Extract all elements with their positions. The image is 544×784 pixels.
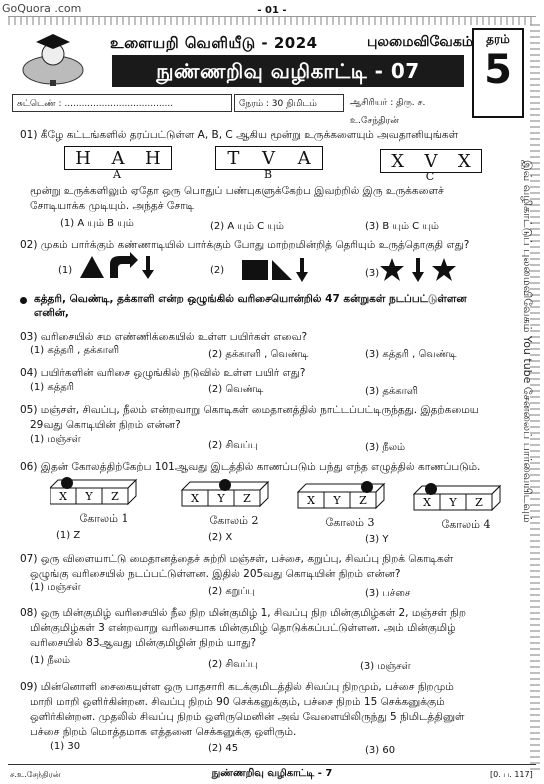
q7-text-2: ஒழுங்கு வரிசையில் நடப்பட்டுள்ளன. இதில் 205வது கொடியின் நிறம் என்ன? <box>30 568 401 580</box>
grade-value: 5 <box>484 47 512 93</box>
header <box>12 24 524 126</box>
q1-box-b: T V A <box>215 146 323 170</box>
q3-option-1[interactable]: (1) கத்தரி , தக்காளி <box>30 345 120 356</box>
q6-option-3[interactable]: (3) Y <box>365 534 389 545</box>
q6-cell-letter: Z <box>243 492 251 505</box>
q8-option-2[interactable]: (2) சிவப்பு <box>208 659 258 670</box>
q6-cell-letter: X <box>423 496 431 509</box>
q6-ball-icon <box>425 483 437 495</box>
q2-text: 02) முகம் பார்க்கும் கண்ணாடியில் பார்க்கும் போது மாற்றமின்றித் தெரியும் உருத்தொகுதி எது? <box>20 239 470 251</box>
q6-cell-letter: X <box>191 492 199 505</box>
q2-option-2[interactable]: (2) <box>210 265 225 276</box>
q2-shapes-1-icon <box>78 252 164 280</box>
q6-cell-letter: Z <box>475 496 483 509</box>
q9-option-2[interactable]: (2) 45 <box>208 743 239 754</box>
q6-caption-1: கோலம் 1 <box>79 512 129 525</box>
q6-caption-2: கோலம் 2 <box>209 514 259 527</box>
q6-cell-letter: Y <box>449 496 457 509</box>
q6-ball-icon <box>61 477 73 489</box>
q9-text-1: 09) மின்னொளி சைகையுள்ள ஒரு பாதசாரி கடக்குமிடத்தில் சிவப்பு நிறமும், பச்சை நிறமும் <box>20 681 454 693</box>
q9-text-3: ஒளிர்கின்றன. முதலில் சிவப்பு நிறம் ஒளிருமெனின் அவ் வேளையிலிருந்து 5 நிமிடத்தினுள் <box>30 711 465 723</box>
q6-pattern-4 <box>414 483 500 510</box>
q5-option-1[interactable]: (1) மஞ்சள் <box>30 434 81 445</box>
q5-text-2: 29வது கொடியின் நிறம் என்ன? <box>30 419 181 431</box>
q2-option-1[interactable]: (1) <box>58 265 73 276</box>
q6-pattern-2 <box>182 479 268 506</box>
header-banner: நுண்ணறிவு வழிகாட்டி - 07 <box>112 55 464 87</box>
q6-cell-letter: X <box>59 490 67 503</box>
q1-option-2[interactable]: (2) A யும் C யும் <box>210 221 284 232</box>
bullet-line-1: கத்தரி, வெண்டி, தக்காளி என்ற ஒழுங்கில் வரிசையொன்றில் 47 கன்றுகள் நடப்பட்டுள்ளன <box>34 293 467 305</box>
q4-option-3[interactable]: (3) தக்காளி <box>365 386 418 397</box>
q9-text-4: பச்சை நிறம் மொத்தமாக எத்தனை செக்கனுக்கு ஒளிரும். <box>30 726 297 738</box>
q2-option-3[interactable]: (3) <box>365 268 380 279</box>
q3-option-3[interactable]: (3) கத்தரி , வெண்டி <box>365 349 457 360</box>
side-text: இவ் வழிகாட்டுப் புலமைவிவேகம் You tube சேனலைப் பார்வையிடவும் <box>521 160 534 523</box>
q8-text-3: வரிசையில் 83ஆவது மின்குமிழின் நிறம் யாது? <box>30 637 257 649</box>
q1-caption-a: A <box>113 168 121 181</box>
q1-box-c: X V X <box>380 149 482 173</box>
q6-cell-letter: X <box>307 494 315 507</box>
time-field: நேரம் : 30 நிமிடம் <box>234 94 344 112</box>
q5-option-3[interactable]: (3) நீலம் <box>365 442 406 453</box>
q6-option-1[interactable]: (1) Z <box>56 530 81 541</box>
header-title: உளையறி வெளியீடு - 2024 <box>110 34 318 52</box>
q5-text-1: 05) மஞ்சள், சிவப்பு, நீலம் என்றவாறு கொடிகள் மைதானத்தில் நாட்டப்பட்டிருந்தது. இதற்கமைய <box>20 404 479 416</box>
q3-text: 03) வரிசையில் சம எண்ணிக்கையில் உள்ள பயிர்கள் எவை? <box>20 331 308 343</box>
q2-shapes-3-icon <box>380 256 460 284</box>
bullet-line-2: எனின், <box>34 307 69 319</box>
q7-option-2[interactable]: (2) கறுப்பு <box>208 586 255 597</box>
graduate-logo-icon <box>18 28 88 88</box>
q4-option-1[interactable]: (1) கத்தரி <box>30 382 74 393</box>
q6-pattern-1 <box>50 477 136 504</box>
q1-body-1: மூன்று உருக்களிலும் ஏதோ ஒரு பொதுப் பண்புகளுக்கேற்ப இவற்றில் இரு உருக்களைச் <box>30 185 444 197</box>
q6-pattern-3 <box>298 481 384 508</box>
footer-divider <box>8 764 536 765</box>
grade-box <box>472 28 524 118</box>
q6-caption-4: கோலம் 4 <box>441 518 491 531</box>
q9-option-3[interactable]: (3) 60 <box>365 745 396 756</box>
q6-cell-letter: Y <box>217 492 225 505</box>
footer-code: [0. ப. 117] <box>490 770 533 779</box>
q1-box-a: H A H <box>64 146 172 170</box>
q6-cell-letter: Z <box>359 494 367 507</box>
q5-option-2[interactable]: (2) சிவப்பு <box>208 440 258 451</box>
q6-cell-letter: Y <box>333 494 341 507</box>
q4-text: 04) பயிர்களின் வரிசை ஒழுங்கில் நடுவில் உள்ள பயிர் எது? <box>20 367 306 379</box>
q8-option-3[interactable]: (3) மஞ்சள் <box>360 661 411 672</box>
q7-option-1[interactable]: (1) மஞ்சள் <box>30 582 81 593</box>
q2-shapes-2-icon <box>240 256 316 284</box>
header-subtitle: புலமைவிவேகம் <box>367 34 474 50</box>
q6-ball-icon <box>361 481 373 493</box>
teacher-field: ஆசிரியர் : திரு. ச. உ.சேந்திரன் <box>350 98 426 126</box>
q1-text: 01) கீழே கட்டங்களில் தரப்பட்டுள்ள A, B, C ஆகிய மூன்று உருக்களையும் அவதானியுங்கள் <box>20 129 459 141</box>
q1-caption-b: B <box>263 168 273 181</box>
index-field[interactable]: சுட்டெண் : ...................................... <box>12 94 232 112</box>
grade-label: தரம் <box>486 32 510 46</box>
q8-text-2: மின்குமிழ்கள் 3 என்றவாறு வரிசையாக மின்குமிழ் தொடுக்கப்பட்டுள்ளன. அம் மின்குமிழ் <box>30 622 456 634</box>
q8-text-1: 08) ஒரு மின்குமிழ் வரிசையில் நீல நிற மின்குமிழ் 1, சிவப்பு நிற மின்குமிழ்கள் 2, மஞ்சள் நிற <box>20 607 467 619</box>
q6-ball-icon <box>219 479 231 491</box>
q1-option-3[interactable]: (3) B யும் C யும் <box>365 221 439 232</box>
page-number: - 01 - <box>257 5 287 16</box>
q7-text-1: 07) ஒரு விளையாட்டு மைதானத்தைச் சுற்றி மஞ்சள், பச்சை, கறுப்பு, சிவப்பு நிறக் கொடிகள் <box>20 553 454 565</box>
footer-author: ச.உ.சேந்திரன் <box>10 770 61 779</box>
watermark: GoQuora .com <box>2 2 82 15</box>
q4-option-2[interactable]: (2) வெண்டி <box>208 384 264 395</box>
q6-cell-letter: Y <box>85 490 93 503</box>
footer-title: நுண்ணறிவு வழிகாட்டி - 7 <box>211 768 333 779</box>
q6-caption-3: கோலம் 3 <box>325 516 375 529</box>
bullet-dot-icon <box>20 297 27 304</box>
q7-option-3[interactable]: (3) பச்சை <box>365 588 411 599</box>
q3-option-2[interactable]: (2) தக்காளி , வெண்டி <box>208 349 309 360</box>
q6-text: 06) இதன் கோலத்திற்கேற்ப 101ஆவது இடத்தில் காணப்படும் பந்து எந்த எழுத்தில் காணப்படும். <box>20 461 481 473</box>
q6-option-2[interactable]: (2) X <box>208 532 233 543</box>
q9-option-1[interactable]: (1) 30 <box>50 741 81 752</box>
q1-body-2: சோடியாக்க முடியும். அந்தச் சோடி <box>30 200 195 212</box>
q8-option-1[interactable]: (1) நீலம் <box>30 655 71 666</box>
q1-option-1[interactable]: (1) A யும் B யும் <box>60 218 134 229</box>
q1-caption-c: C <box>425 170 435 183</box>
q6-cell-letter: Z <box>111 490 119 503</box>
q9-text-2: மாறி மாறி ஒளிர்கின்றன. சிவப்பு நிறம் 90 செக்கனுக்கும், பச்சை நிறம் 15 செக்கனுக்கும் <box>30 696 445 708</box>
